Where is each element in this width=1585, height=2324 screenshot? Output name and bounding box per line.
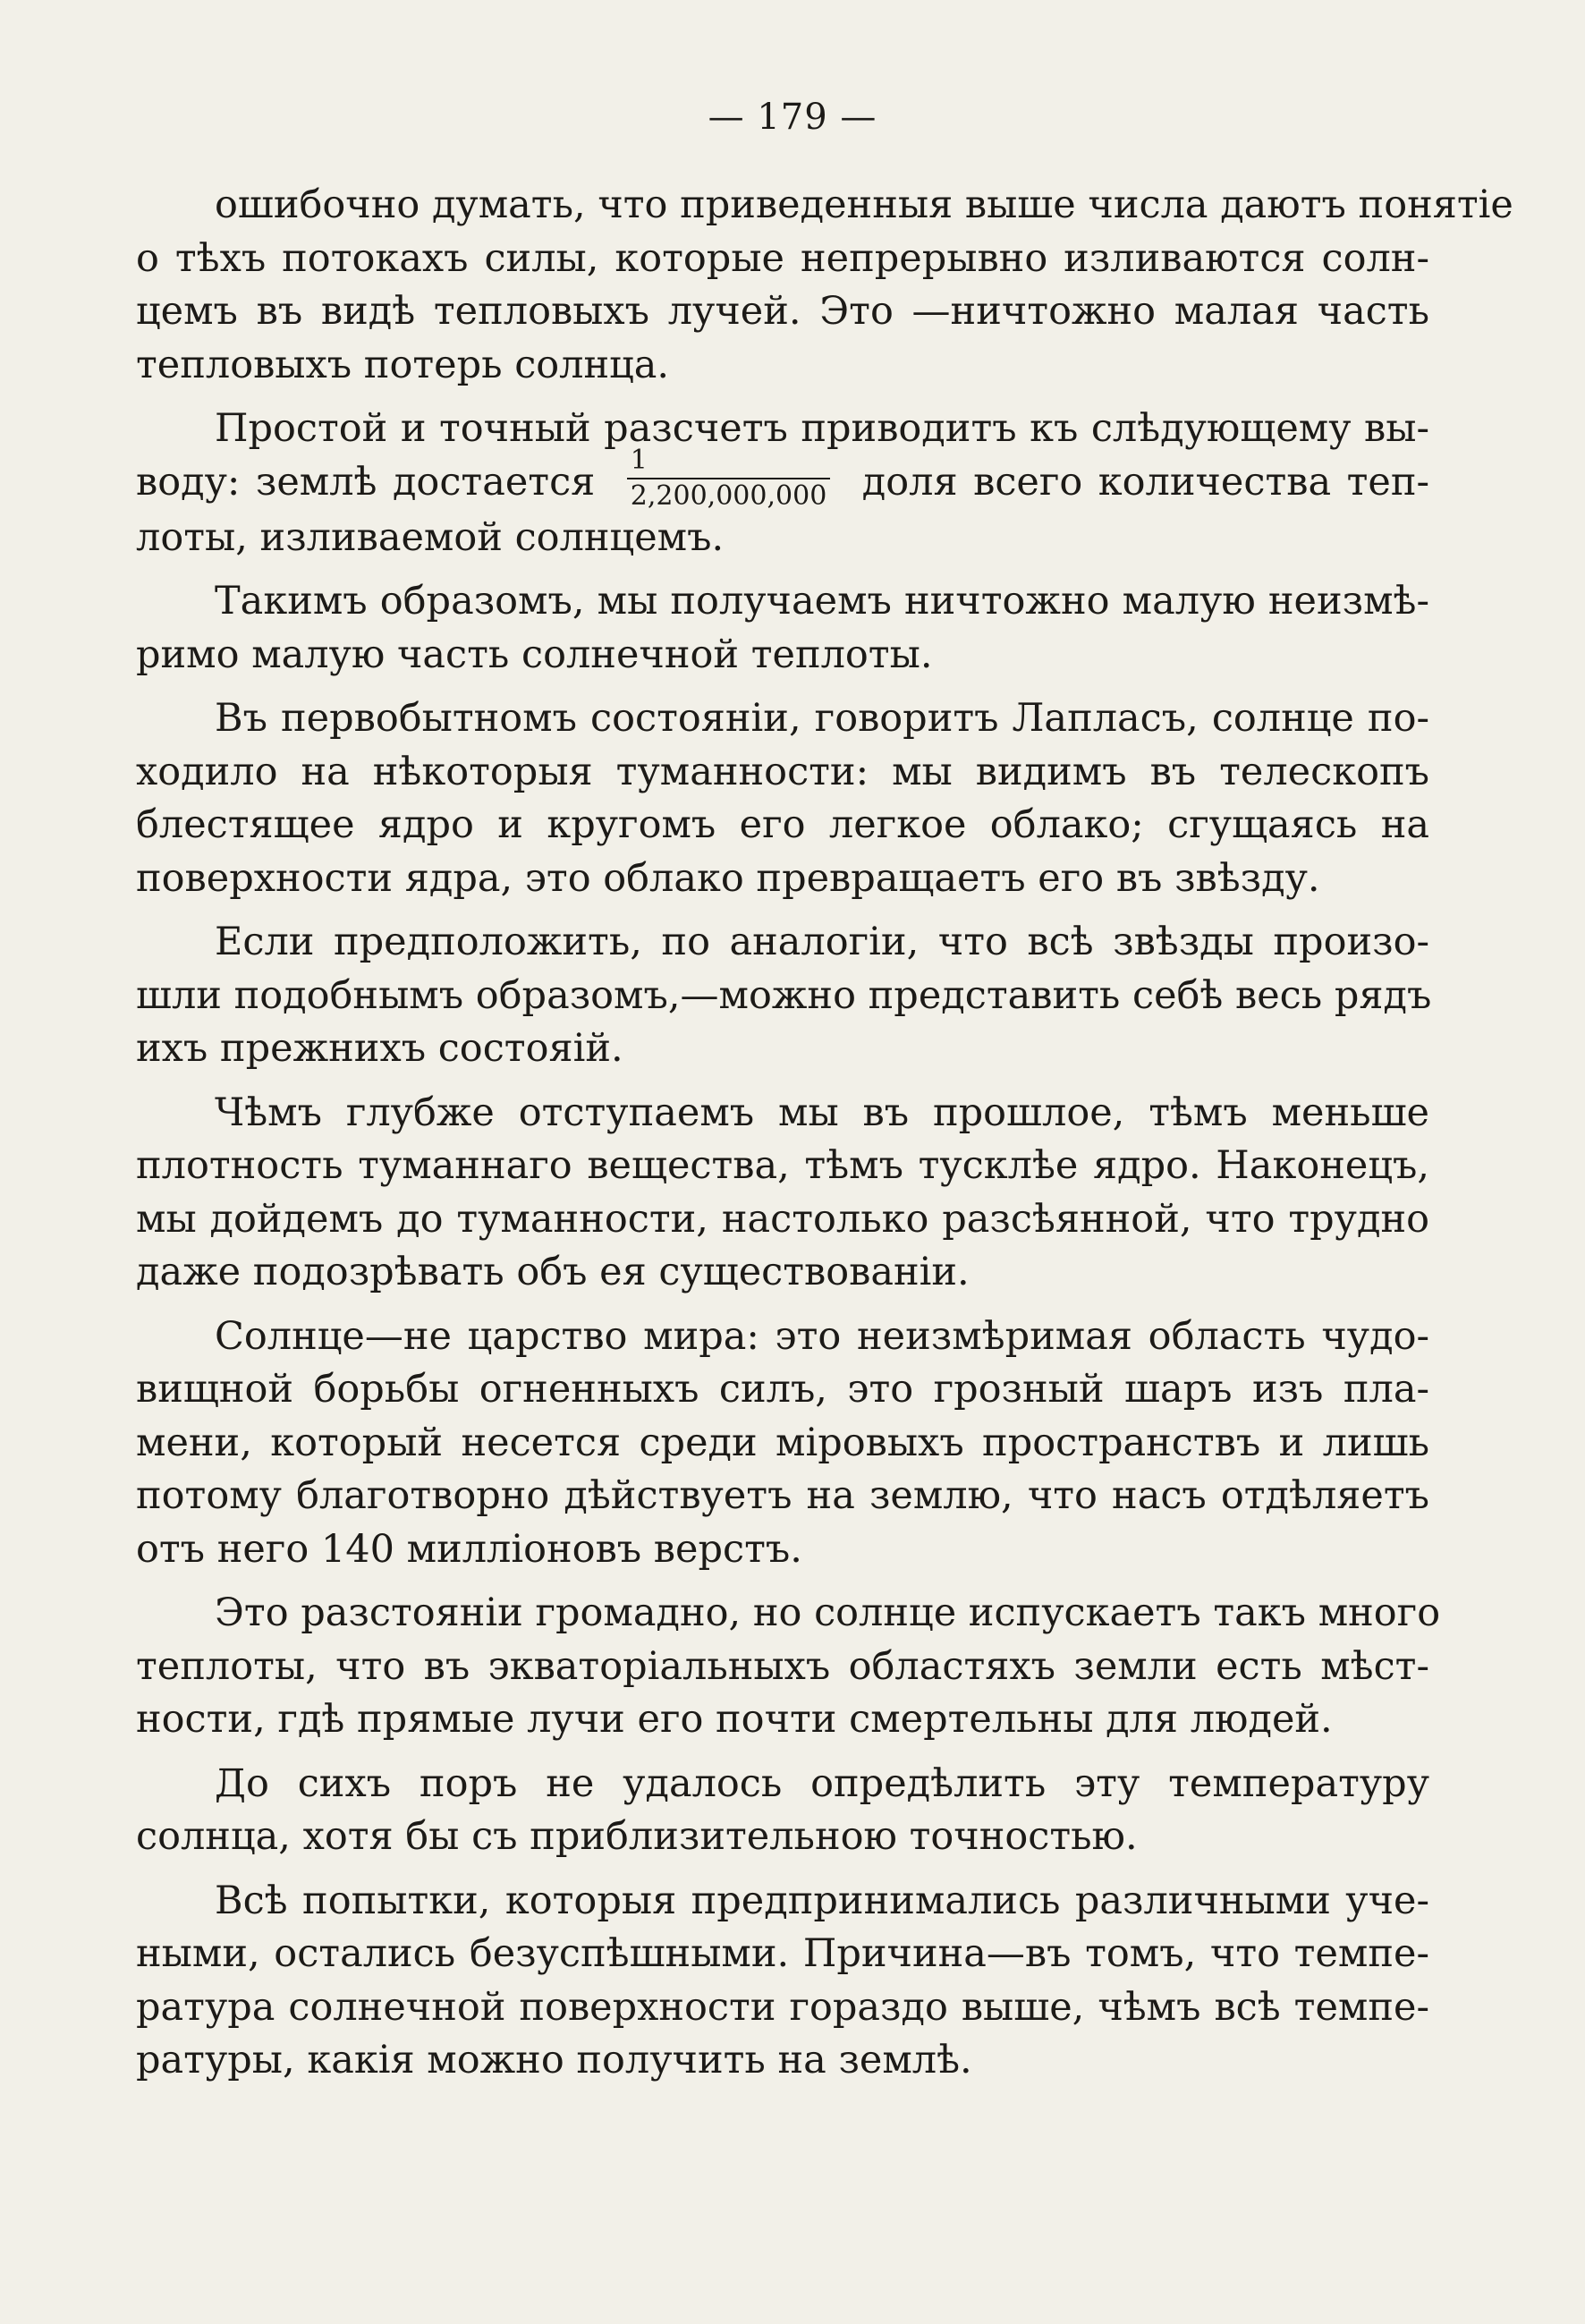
- text-line: плотность туманнаго вещества, тѣмъ тусклѣе ядро. Наконецъ,: [136, 1143, 1429, 1188]
- fraction-line: [136, 444, 1430, 512]
- paragraph: [136, 1758, 1429, 1864]
- text-line: ратуры, какія можно получить на землѣ.: [136, 2038, 972, 2082]
- paragraph: [136, 575, 1429, 682]
- text-line: ратура солнечной поверхности гораздо выше, чѣмъ всѣ темпе-: [136, 1984, 1429, 2030]
- text-line: поверхности ядра, это облако превращаетъ его въ звѣзду.: [136, 855, 1320, 901]
- fraction: [627, 445, 830, 512]
- text-body: [136, 179, 1513, 2099]
- text-line: римо малую часть солнечной теплоты.: [136, 632, 933, 677]
- paragraph: [136, 179, 1513, 392]
- fraction-denominator: 2,200,000,000: [627, 478, 830, 512]
- text-line: тепловыхъ потерь солнца.: [136, 342, 670, 387]
- text-line: лоты, изливаемой солнцемъ.: [136, 514, 725, 560]
- paragraph: [136, 916, 1432, 1076]
- fraction-line-after: доля всего количества теп-: [861, 459, 1430, 505]
- text-line: Простой и точный разсчетъ приводитъ къ слѣдующему вы-: [215, 406, 1429, 451]
- text-line: шли подобнымъ образомъ,—можно представить себѣ весь рядъ: [136, 972, 1432, 1018]
- text-line: Такимъ образомъ, мы получаемъ ничтожно малую неизмѣ-: [215, 579, 1429, 623]
- text-line: блестящее ядро и кругомъ его легкое облако; сгущаясь на: [136, 802, 1429, 847]
- text-line: Солнце—не царство мира: это неизмѣримая область чудо-: [215, 1313, 1429, 1359]
- paragraph: [136, 692, 1429, 905]
- text-line: о тѣхъ потокахъ силы, которые непрерывно изливаются солн-: [136, 235, 1429, 281]
- text-line: вищной борьбы огненныхъ силъ, это грозный шаръ изъ пла-: [136, 1367, 1429, 1412]
- text-line: мы дойдемъ до туманности, настолько разсѣянной, что трудно: [136, 1196, 1429, 1242]
- text-line: даже подозрѣвать объ ея существованіи.: [136, 1250, 970, 1294]
- paragraph: [136, 1587, 1441, 1747]
- text-line: отъ него 140 милліоновъ верстъ.: [136, 1526, 802, 1572]
- text-line: ности, гдѣ прямые лучи его почти смертельны для людей.: [136, 1697, 1333, 1742]
- text-line: Всѣ попытки, которыя предпринимались различными уче-: [215, 1878, 1429, 1923]
- paragraph: [136, 1087, 1429, 1300]
- paragraph: [136, 1875, 1429, 2088]
- text-line: ихъ прежнихъ состояій.: [136, 1026, 623, 1071]
- text-line: ными, остались безуспѣшными. Причина—въ томъ, что темпе-: [136, 1931, 1429, 1976]
- text-line: цемъ въ видѣ тепловыхъ лучей. Это —ничтожно малая часть: [136, 289, 1429, 334]
- text-line: Чѣмъ глубже отступаемъ мы въ прошлое, тѣмъ меньше: [215, 1090, 1429, 1135]
- text-line: ходило на нѣкоторыя туманности: мы видимъ въ телескопъ: [136, 749, 1429, 794]
- text-line: мени, который несется среди міровыхъ пространствъ и лишь: [136, 1420, 1429, 1465]
- page-number: — 179 —: [708, 97, 877, 138]
- text-line: солнца, хотя бы съ приблизительною точностью.: [136, 1814, 1138, 1859]
- text-line: Если предположить, по аналогіи, что всѣ звѣзды произо-: [215, 920, 1429, 964]
- text-line: Это разстояніи громадно, но солнце испускаетъ такъ много: [215, 1590, 1441, 1635]
- text-line: потому благотворно дѣйствуетъ на землю, что насъ отдѣляетъ: [136, 1473, 1429, 1518]
- fraction-numerator: 1: [630, 444, 648, 476]
- fraction-line-before: воду: землѣ достается: [136, 459, 596, 505]
- text-line: До сихъ поръ не удалось опредѣлить эту температуру: [215, 1760, 1429, 1806]
- paragraph: [136, 403, 1429, 564]
- text-line: Въ первобытномъ состояніи, говоритъ Лапласъ, солнце по-: [215, 696, 1429, 741]
- text-line: теплоты, что въ экваторіальныхъ областяхъ земли есть мѣст-: [136, 1643, 1429, 1689]
- text-line: ошибочно думать, что приведенныя выше числа даютъ понятіе: [215, 182, 1513, 227]
- paragraph: [136, 1310, 1429, 1577]
